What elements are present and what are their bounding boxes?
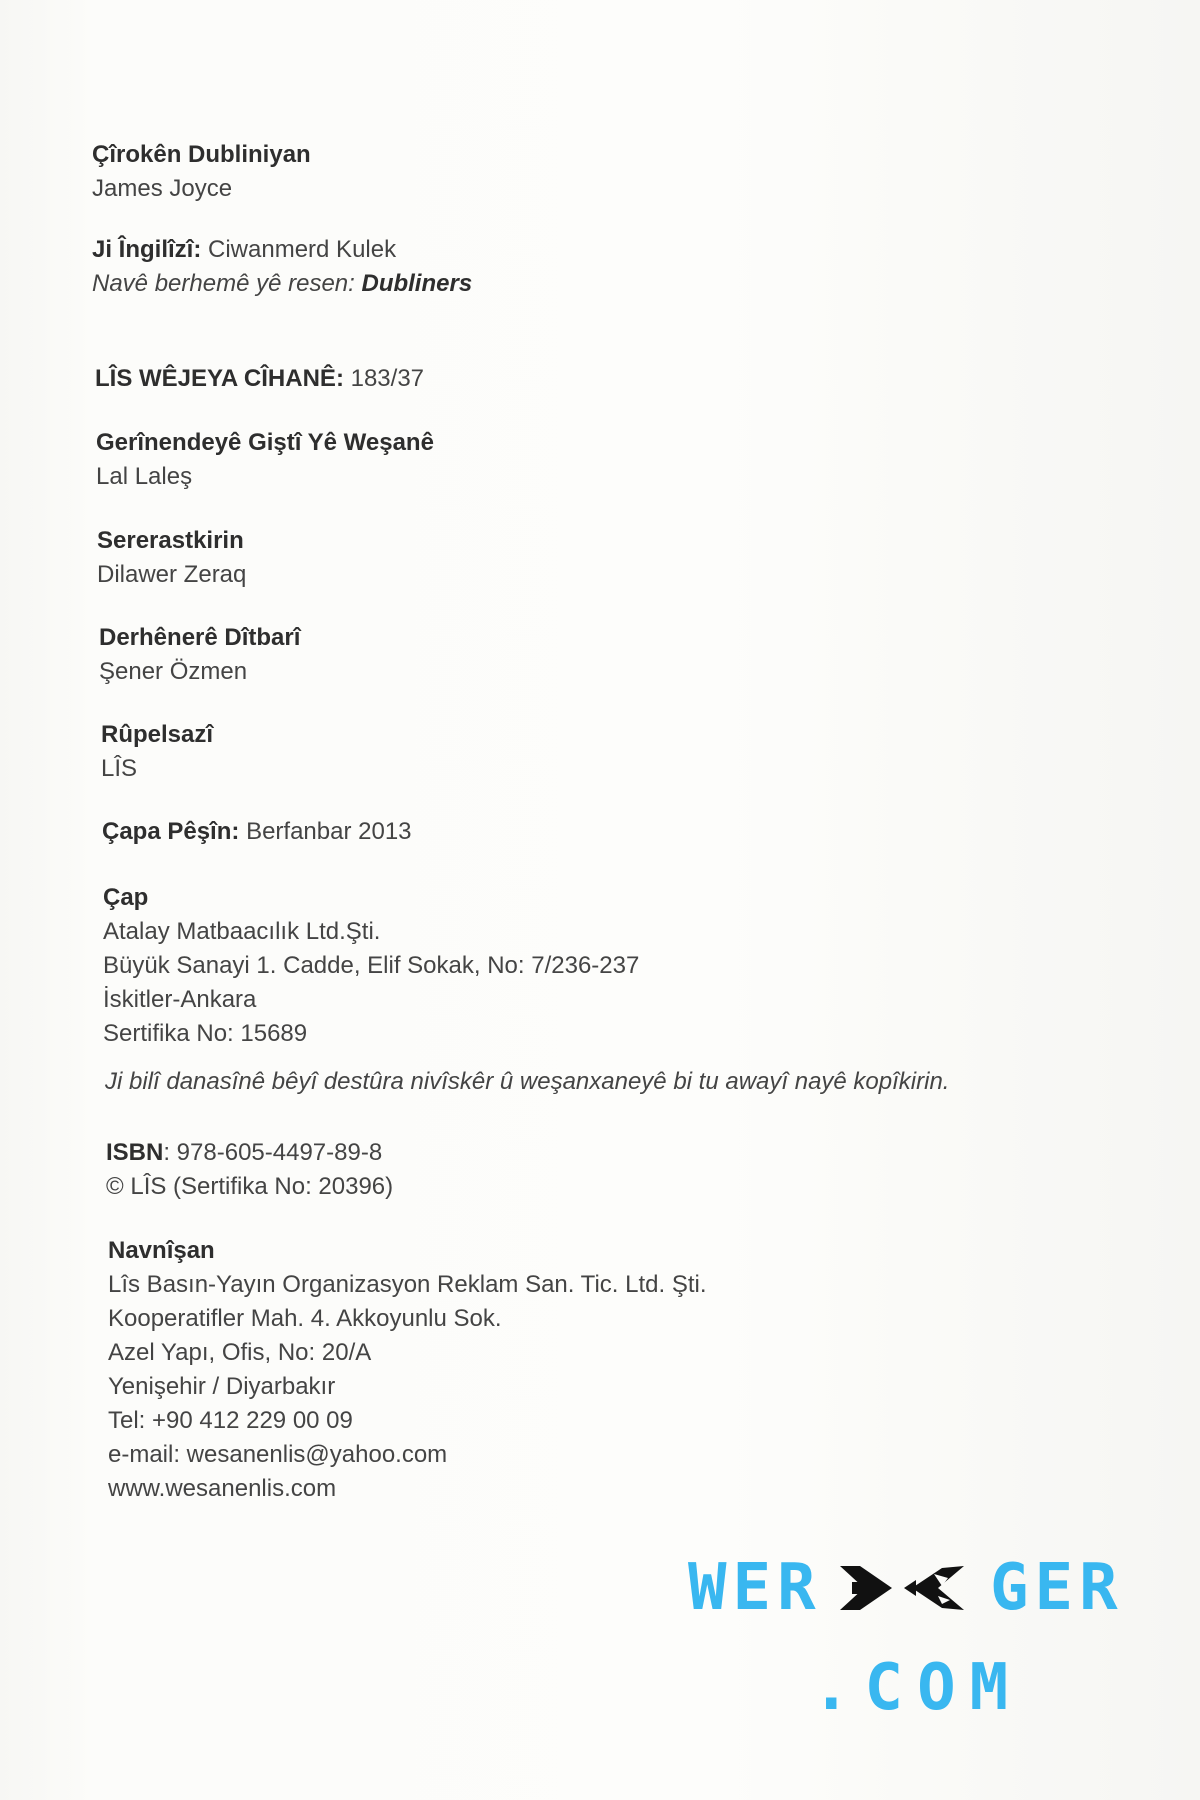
book-author: James Joyce (92, 175, 233, 202)
print-line: İskitler-Ankara (103, 986, 257, 1013)
isbn-number: : 978-605-4497-89-8 (163, 1139, 383, 1166)
first-edition-label: Çapa Pêşîn: (102, 818, 240, 845)
first-edition-line (102, 815, 412, 849)
book-title: Çîrokên Dubliniyan (92, 141, 311, 168)
copyright-notice-block (105, 1065, 949, 1099)
translation-block (92, 233, 472, 301)
print-block (103, 881, 639, 1051)
address-line: Yenişehir / Diyarbakır (108, 1373, 336, 1400)
editor-label: Sererastkirin (97, 527, 244, 554)
series-block (95, 362, 424, 396)
director-block (96, 426, 434, 494)
watermark-left-word: WER (688, 1551, 822, 1625)
page-design-name: LÎS (101, 755, 138, 782)
print-line: Sertifika No: 15689 (103, 1020, 308, 1047)
first-edition-date: Berfanbar 2013 (246, 818, 412, 845)
original-title: Dubliners (361, 270, 473, 297)
cover-design-name: Şener Özmen (99, 658, 248, 685)
cover-design-label: Derhênerê Dîtbarî (99, 624, 301, 651)
print-line: Atalay Matbaacılık Ltd.Şti. (103, 918, 381, 945)
website-line: www.wesanenlis.com (108, 1475, 337, 1502)
watermark-domain: .COM (812, 1651, 1023, 1725)
page-design-block (101, 718, 213, 786)
translator-name: Ciwanmerd Kulek (208, 236, 397, 263)
cover-design-block (99, 621, 300, 689)
director-label: Gerînendeyê Giştî Yê Weşanê (96, 429, 434, 456)
series-label: LÎS WÊJEYA CÎHANÊ: (95, 365, 344, 392)
title-block (92, 138, 311, 206)
isbn-line (106, 1136, 393, 1170)
editor-block (97, 524, 246, 592)
phone-line: Tel: +90 412 229 00 09 (108, 1407, 353, 1434)
editor-name: Dilawer Zeraq (97, 561, 247, 588)
address-line: Azel Yapı, Ofis, No: 20/A (108, 1339, 372, 1366)
print-line: Büyük Sanayi 1. Cadde, Elif Sokak, No: 7/236-237 (103, 952, 640, 979)
translation-line (92, 233, 472, 267)
copyright-notice: Ji bilî danasînê bêyî destûra nivîskêr û weşanxaneyê bi tu awayî nayê kopîkirin. (105, 1068, 950, 1095)
original-title-line (92, 267, 472, 301)
original-title-label: Navê berhemê yê resen: (92, 270, 355, 297)
watermark-right-word: GER (990, 1551, 1124, 1625)
arrows-meet-icon (838, 1556, 966, 1620)
page-design-label: Rûpelsazî (101, 721, 214, 748)
address-line: Lîs Basın-Yayın Organizasyon Reklam San. Tic. Ltd. Şti. (108, 1271, 707, 1298)
translation-label: Ji Îngilîzî: (92, 236, 202, 263)
isbn-label: ISBN (106, 1139, 164, 1166)
email-line: e-mail: wesanenlis@yahoo.com (108, 1441, 448, 1468)
isbn-block (106, 1136, 393, 1204)
print-label: Çap (103, 884, 149, 911)
director-name: Lal Laleş (96, 463, 193, 490)
address-block (108, 1234, 707, 1506)
series-number: 183/37 (350, 365, 425, 392)
address-label: Navnîşan (108, 1237, 215, 1264)
copyright-line: © LÎS (Sertifika No: 20396) (106, 1173, 394, 1200)
series-line (95, 362, 424, 396)
first-edition-block (102, 815, 412, 849)
address-line: Kooperatifler Mah. 4. Akkoyunlu Sok. (108, 1305, 502, 1332)
